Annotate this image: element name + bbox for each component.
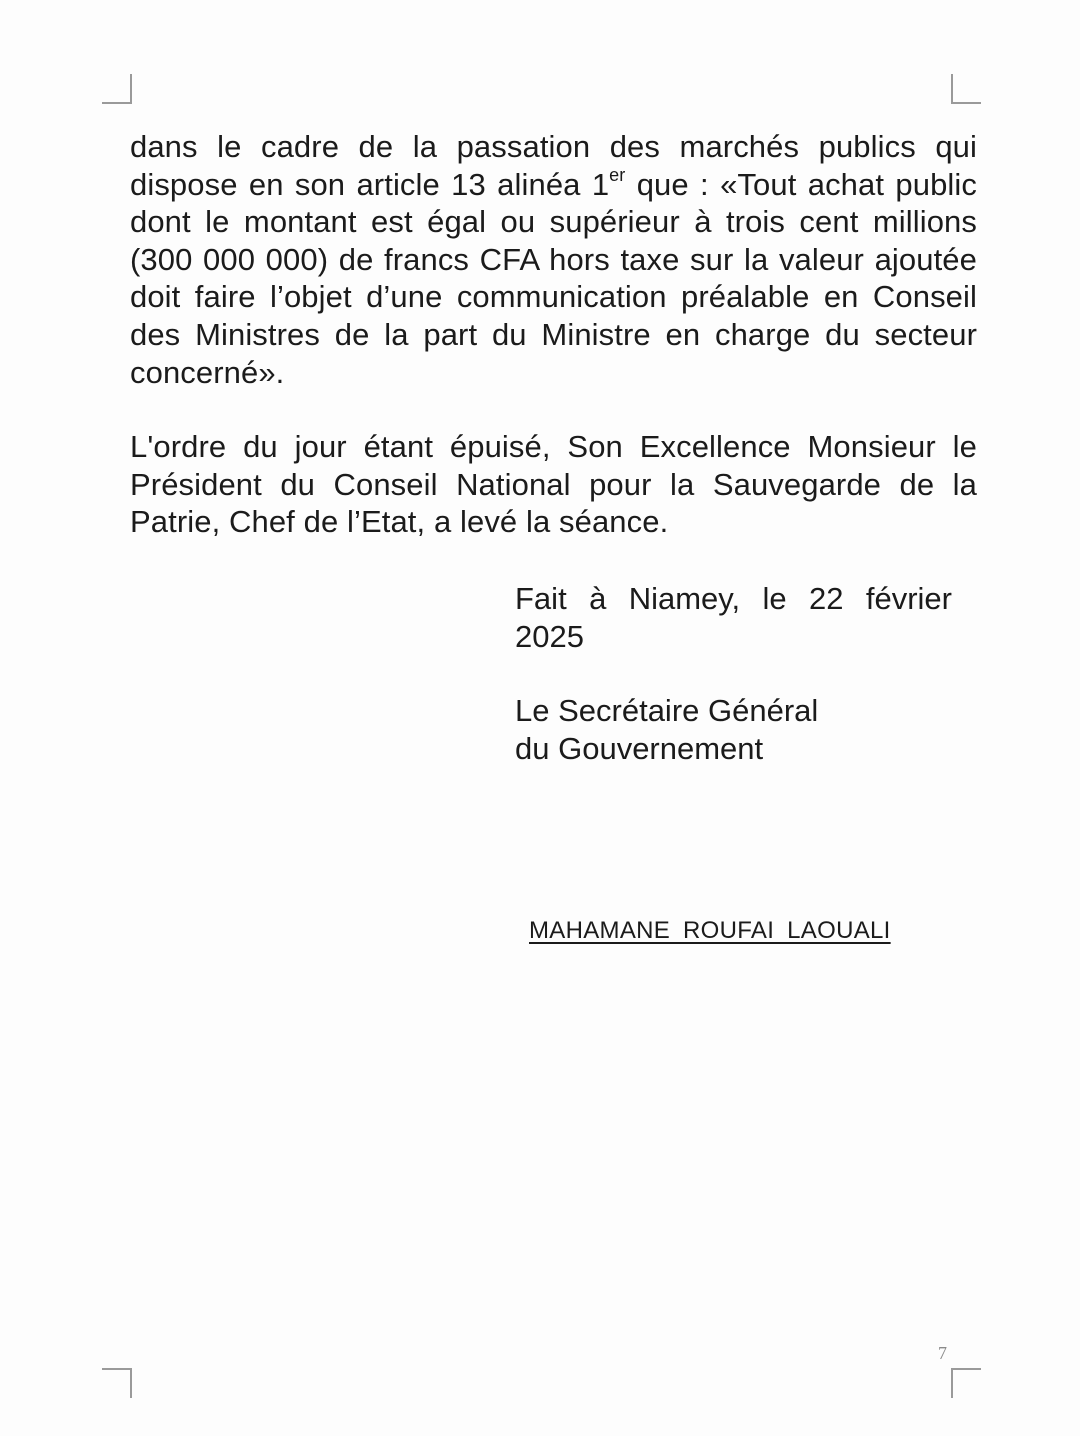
signatory-name: MAHAMANE ROUFAI LAOUALI: [529, 917, 891, 944]
place-and-date: Fait à Niamey, le 22 février 2025: [515, 581, 952, 654]
paragraph-session-closing: L'ordre du jour étant épuisé, Son Excellence Monsieur le Président du Conseil National pour la Sauvegarde de la Patrie, Chef de l’Etat, a levé la séance.: [130, 429, 977, 540]
ordinal-superscript: er: [609, 164, 626, 185]
paragraph-text-end: que : «Tout achat public dont le montant est égal ou supérieur à trois cent millions (300 000 000) de francs CFA hors taxe sur la valeur ajoutée doit faire l’objet d’une communication préalable en Conseil des Ministres de la part du Ministre en charge du secteur concerné».: [130, 166, 977, 390]
page-number: 7: [938, 1343, 947, 1363]
crop-mark-top-right: [951, 74, 981, 104]
signatory-title-line-1: Le Secrétaire Général: [515, 693, 819, 728]
paragraph-text-start: dans le cadre de la passation des marchés publics qui dispose en son article 13 alinéa 1: [130, 129, 977, 202]
crop-mark-bottom-right: [951, 1368, 981, 1398]
signatory-title-line-2: du Gouvernement: [515, 730, 764, 766]
signatory-title: [515, 692, 952, 767]
crop-mark-top-left: [102, 74, 132, 104]
crop-mark-bottom-left: [102, 1368, 132, 1398]
paragraph-procurement-article: [130, 128, 977, 391]
